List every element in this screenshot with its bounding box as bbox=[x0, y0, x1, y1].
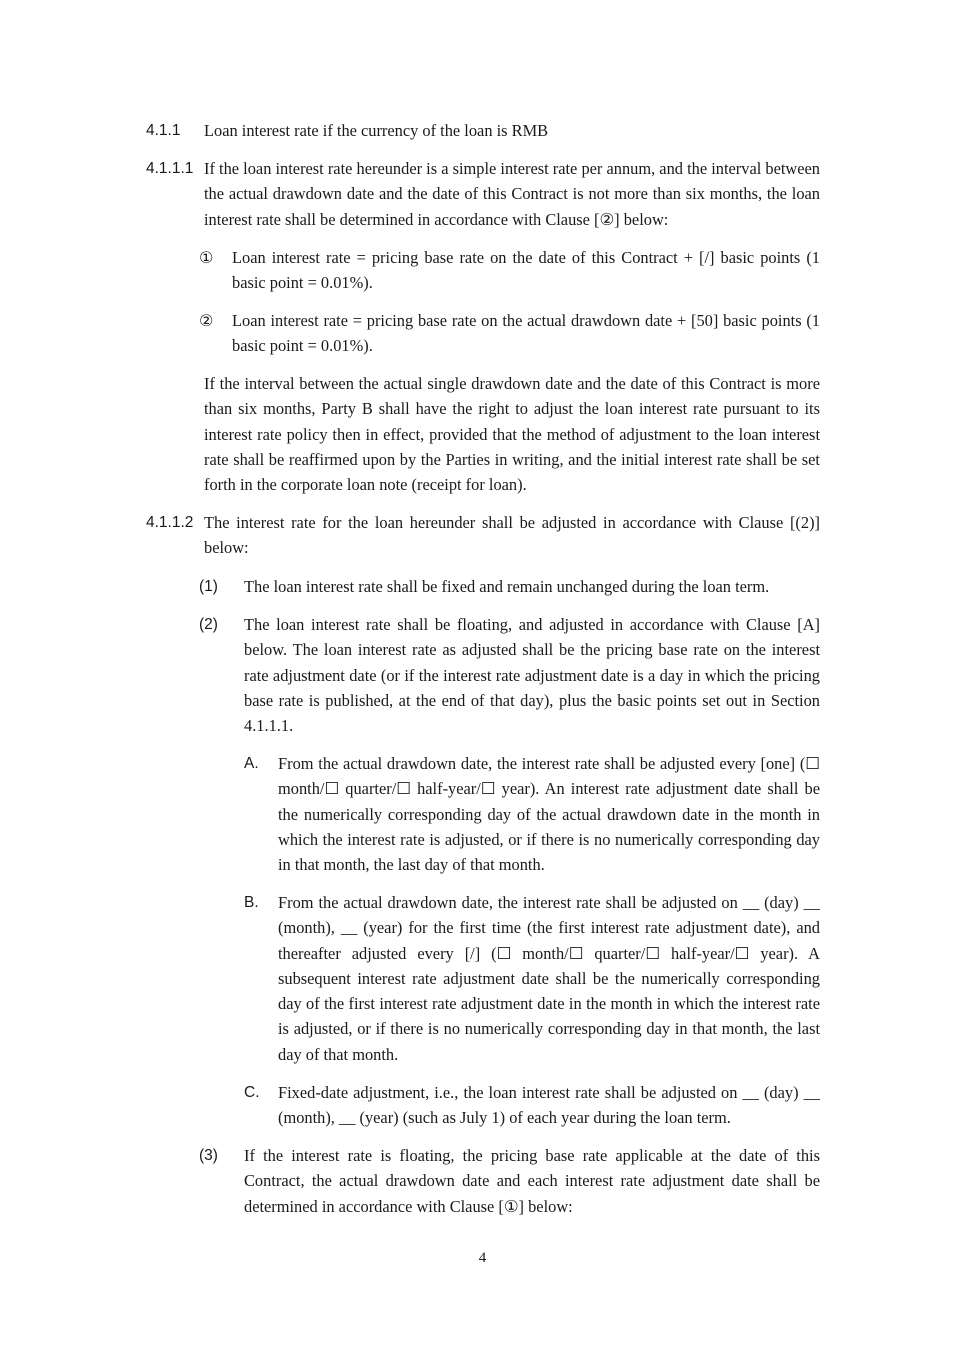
item-marker-3: (3) bbox=[199, 1147, 218, 1164]
subitem-marker-c: C. bbox=[244, 1084, 260, 1101]
section-title-4-1-1: Loan interest rate if the currency of the loan is RMB bbox=[204, 121, 549, 140]
option-marker-2: ② bbox=[199, 311, 214, 330]
item-text-3: If the interest rate is floating, the pricing base rate applicable at the date of this Contract, the actual drawdown date and each interest rate adjustment date shall be determined in accordance with Clause [①] below: bbox=[244, 1146, 820, 1216]
option-text-2: Loan interest rate = pricing base rate on the actual drawdown date + [50] basic points (1 basic point = 0.01%). bbox=[232, 311, 820, 356]
option-text-1: Loan interest rate = pricing base rate on the date of this Contract + [/] basic points (1 basic point = 0.01%). bbox=[232, 248, 820, 293]
option-marker-1: ① bbox=[199, 248, 214, 267]
subitem-text-c: Fixed-date adjustment, i.e., the loan interest rate shall be adjusted on __ (day) __ (month), __ (year) (such as July 1) of each year during the loan term. bbox=[278, 1083, 820, 1128]
item-marker-2: (2) bbox=[199, 616, 218, 633]
item-text-2: The loan interest rate shall be floating, and adjusted in accordance with Clause [A] below. The loan interest rate as adjusted shall be the pricing base rate on the interest rate adjustment date (or if the interest rate adjustment date is a day in which the pricing base rate is published, at the end of that day), plus the basic points set out in Section 4.1.1.1. bbox=[244, 615, 820, 736]
section-text-4-1-1-2: The interest rate for the loan hereunder shall be adjusted in accordance with Clause [(2)] below: bbox=[204, 513, 820, 558]
subitem-text-b: From the actual drawdown date, the interest rate shall be adjusted on __ (day) __ (month), __ (year) for the first time (the first interest rate adjustment date), and thereafter adjusted every [/] (☐ month/☐ quarter/☐ half-year/☐ year). A subsequent interest rate adjustment date shall be the numerically corresponding day of the first interest rate adjustment date in the month in which the interest rate is adjusted, or if there is no numerically corresponding day in that month, the last day of that month. bbox=[278, 893, 820, 1064]
section-number-4-1-1-2: 4.1.1.2 bbox=[146, 514, 194, 531]
section-text-4-1-1-1: If the loan interest rate hereunder is a simple interest rate per annum, and the interval between the actual drawdown date and the date of this Contract is not more than six months, the loan interest rate shall be determined in accordance with Clause [②] below: bbox=[204, 159, 820, 229]
subitem-text-a: From the actual drawdown date, the interest rate shall be adjusted every [one] (☐ month/☐ quarter/☐ half-year/☐ year). An interest rate adjustment date shall be the numerically corresponding day of the actual drawdown date in the month in which the interest rate is adjusted, or if there is no numerically corresponding day in that month, the last day of that month. bbox=[278, 754, 820, 875]
item-marker-1: (1) bbox=[199, 578, 218, 595]
item-text-1: The loan interest rate shall be fixed and remain unchanged during the loan term. bbox=[244, 577, 770, 596]
page-number: 4 bbox=[478, 1250, 487, 1266]
subitem-marker-b: B. bbox=[244, 894, 259, 911]
paragraph-interval-rule: If the interval between the actual single drawdown date and the date of this Contract is more than six months, Party B shall have the right to adjust the loan interest rate pursuant to its interest rate policy then in effect, provided that the method of adjustment to the loan interest rate shall be reaffirmed upon by the Parties in writing, and the initial interest rate shall be set forth in the corporate loan note (receipt for loan). bbox=[204, 374, 820, 495]
subitem-marker-a: A. bbox=[244, 755, 259, 772]
section-number-4-1-1: 4.1.1 bbox=[146, 122, 181, 139]
section-number-4-1-1-1: 4.1.1.1 bbox=[146, 160, 194, 177]
